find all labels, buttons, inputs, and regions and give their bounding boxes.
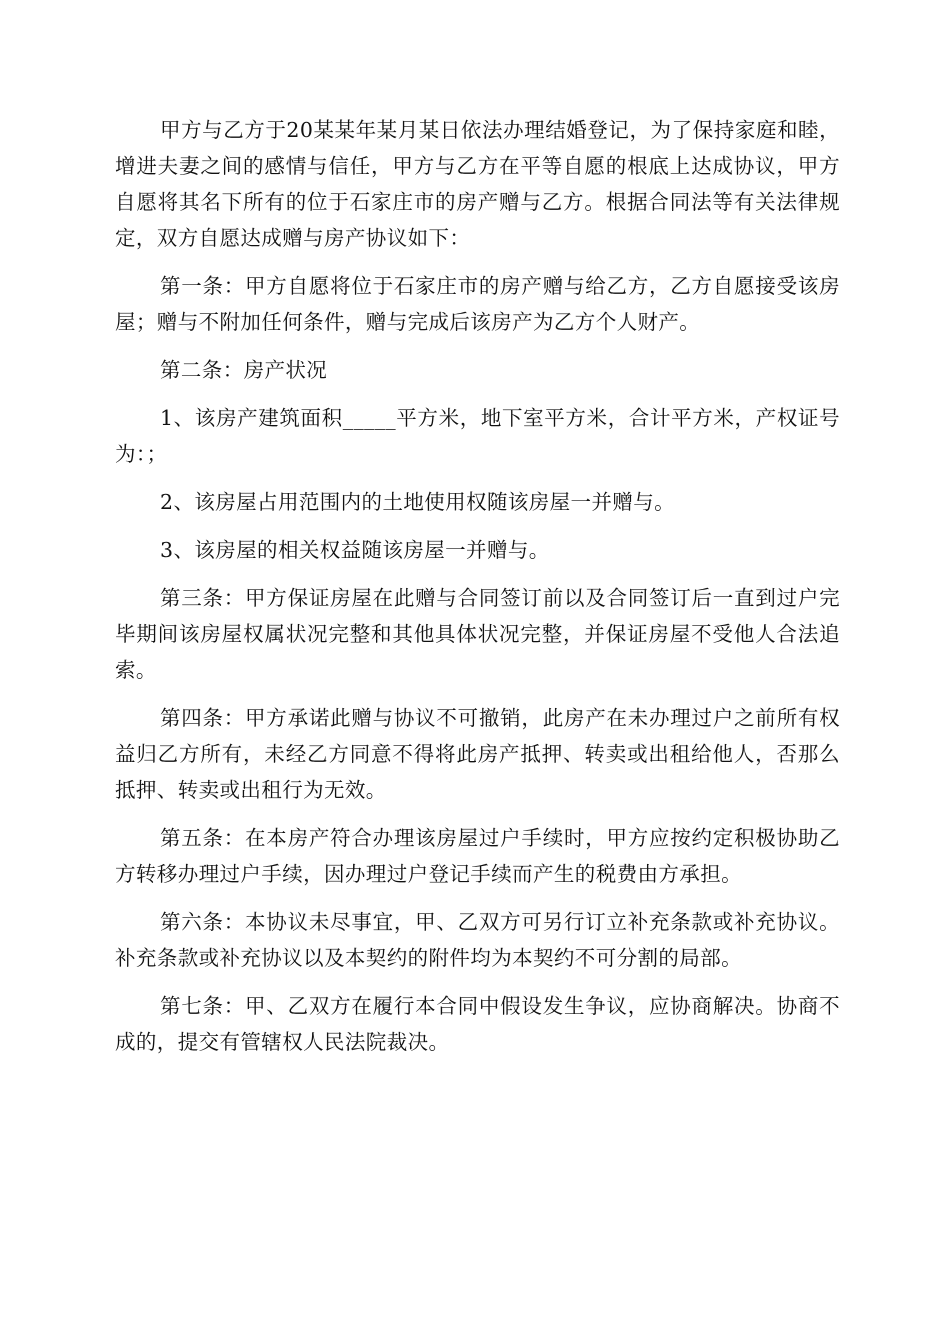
article-2-heading: 第二条：房产状况	[160, 358, 328, 382]
article-6-paragraph: 第六条：本协议未尽事宜，甲、乙双方可另行订立补充条款或补充协议。补充条款或补充协议以及本契约的附件均为本契约不可分割的局部。	[115, 910, 840, 970]
article-5-paragraph: 第五条：在本房产符合办理该房屋过户手续时，甲方应按约定积极协助乙方转移办理过户手续，因办理过户登记手续而产生的税费由方承担。	[115, 826, 840, 886]
article-3-paragraph: 第三条：甲方保证房屋在此赠与合同签订前以及合同签订后一直到过户完毕期间该房屋权属状况完整和其他具体状况完整，并保证房屋不受他人合法追索。	[115, 586, 840, 682]
article-4-paragraph: 第四条：甲方承诺此赠与协议不可撤销，此房产在未办理过户之前所有权益归乙方所有，未经乙方同意不得将此房产抵押、转卖或出租给他人，否那么抵押、转卖或出租行为无效。	[115, 706, 840, 802]
article-7-paragraph: 第七条：甲、乙双方在履行本合同中假设发生争议，应协商解决。协商不成的，提交有管辖权人民法院裁决。	[115, 994, 840, 1054]
article-1-paragraph: 第一条：甲方自愿将位于石家庄市的房产赠与给乙方，乙方自愿接受该房屋；赠与不附加任何条件，赠与完成后该房产为乙方个人财产。	[115, 274, 840, 334]
article-2-item-3: 3、该房屋的相关权益随该房屋一并赠与。	[160, 538, 550, 562]
article-2-item-2: 2、该房屋占用范围内的土地使用权随该房屋一并赠与。	[160, 490, 676, 514]
preamble-paragraph: 甲方与乙方于20某某年某月某日依法办理结婚登记，为了保持家庭和睦，增进夫妻之间的感情与信任，甲方与乙方在平等自愿的根底上达成协议，甲方自愿将其名下所有的位于石家庄市的房产赠与乙方。根据合同法等有关法律规定，双方自愿达成赠与房产协议如下：	[115, 118, 840, 250]
document-body	[115, 112, 840, 1072]
article-2-item-1: 1、该房产建筑面积_____平方米，地下室平方米，合计平方米，产权证号为：；	[115, 406, 840, 466]
